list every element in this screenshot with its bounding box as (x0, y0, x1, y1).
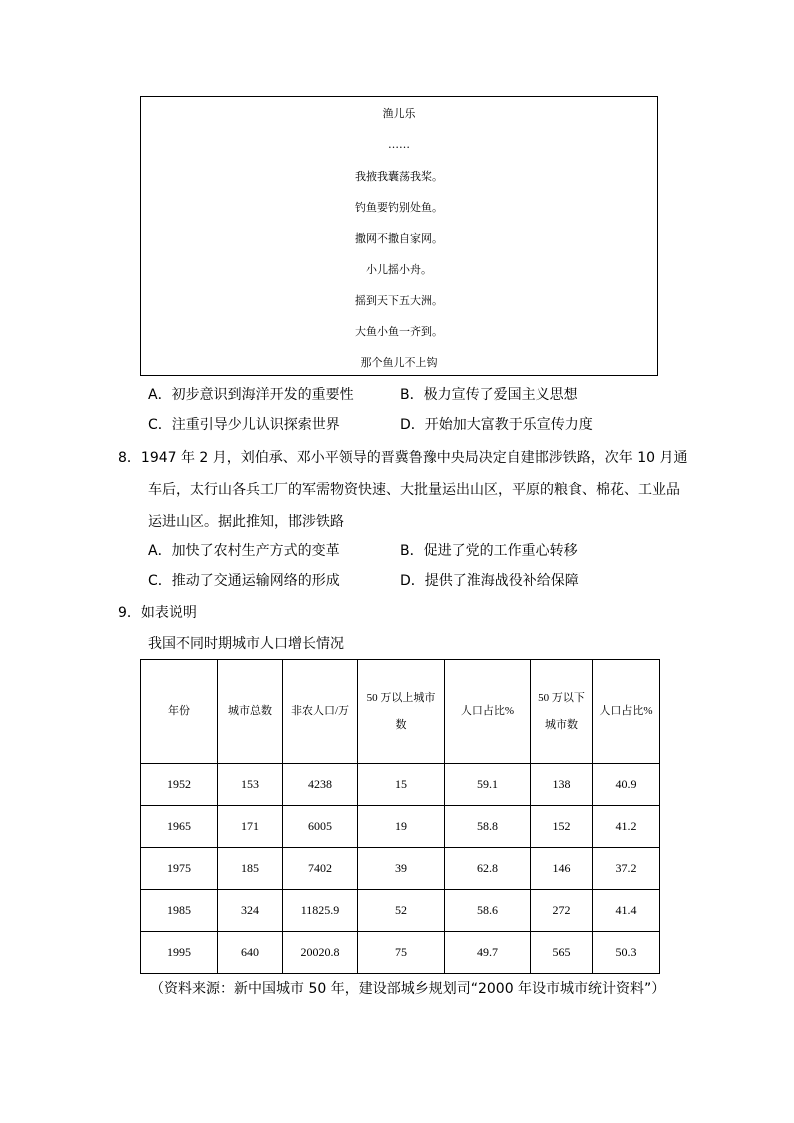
table-cell: 1952 (141, 764, 218, 806)
table-cell: 1985 (141, 890, 218, 932)
table-cell: 75 (358, 932, 445, 974)
poem-line: 小儿摇小舟。 (366, 263, 432, 276)
poem-line: 撒网不撒自家网。 (355, 232, 443, 245)
poem-title: 渔儿乐 (382, 107, 416, 120)
table-cell: 50.3 (593, 932, 660, 974)
table-cell: 7402 (283, 848, 358, 890)
data-source-note: （资料来源：新中国城市 50 年，建设部城乡规划司“2000 年设市城市统计资料”） (150, 981, 666, 997)
table-cell: 1975 (141, 848, 218, 890)
table-cell: 153 (218, 764, 283, 806)
header-cell: 人口占比% (593, 660, 660, 764)
table-cell: 59.1 (445, 764, 531, 806)
table-row (141, 932, 660, 974)
q7-option-a: A．初步意识到海洋开发的重要性 (148, 387, 354, 403)
table-header-row (141, 660, 660, 764)
q7-option-b: B．极力宣传了爱国主义思想 (400, 387, 578, 403)
table-cell: 49.7 (445, 932, 531, 974)
table-cell: 152 (531, 806, 593, 848)
table-cell: 41.4 (593, 890, 660, 932)
q8-option-c: C．推动了交通运输网络的形成 (148, 573, 340, 589)
table-row (141, 764, 660, 806)
table-cell: 324 (218, 890, 283, 932)
table-cell: 6005 (283, 806, 358, 848)
table-cell: 640 (218, 932, 283, 974)
table-cell: 39 (358, 848, 445, 890)
header-cell: 非农人口/万 (283, 660, 358, 764)
poem-line: 那个鱼儿不上钩 (360, 356, 438, 369)
table-row (141, 890, 660, 932)
poem-box (140, 96, 658, 376)
table-cell: 272 (531, 890, 593, 932)
poem-line: 大鱼小鱼一齐到。 (355, 325, 443, 338)
table-row (141, 806, 660, 848)
header-cell: 50 万以下城市数 (531, 660, 593, 764)
table-cell: 565 (531, 932, 593, 974)
q8-option-b: B．促进了党的工作重心转移 (400, 543, 578, 559)
table-row (141, 848, 660, 890)
q8-stem-line-2: 车后，太行山各兵工厂的军需物资快速、大批量运出山区，平原的粮食、棉花、工业品 (148, 482, 680, 498)
table-cell: 52 (358, 890, 445, 932)
table-cell: 37.2 (593, 848, 660, 890)
q8-stem-line-1: 8．1947 年 2 月，刘伯承、邓小平领导的晋冀鲁豫中央局决定自建邯涉铁路，次年 10 月通 (118, 450, 688, 466)
table-cell: 20020.8 (283, 932, 358, 974)
table-title: 我国不同时期城市人口增长情况 (148, 636, 344, 652)
q8-stem-line-3: 运进山区。据此推知，邯涉铁路 (148, 514, 344, 530)
q8-option-d: D．提供了淮海战役补给保障 (400, 573, 579, 589)
table-cell: 1965 (141, 806, 218, 848)
table-cell: 41.2 (593, 806, 660, 848)
q8-option-a: A．加快了农村生产方式的变革 (148, 543, 340, 559)
poem-line: 摇到天下五大洲。 (355, 294, 443, 307)
table-cell: 62.8 (445, 848, 531, 890)
q9-stem: 9．如表说明 (118, 605, 197, 621)
table-cell: 40.9 (593, 764, 660, 806)
table-cell: 171 (218, 806, 283, 848)
table-cell: 58.6 (445, 890, 531, 932)
header-cell: 50 万以上城市数 (358, 660, 445, 764)
q7-option-d: D．开始加大富教于乐宣传力度 (400, 417, 593, 433)
table-cell: 15 (358, 764, 445, 806)
population-table (140, 659, 660, 974)
table-cell: 146 (531, 848, 593, 890)
poem-line: 钓鱼要钓别处鱼。 (355, 201, 443, 214)
table-cell: 19 (358, 806, 445, 848)
table-cell: 1995 (141, 932, 218, 974)
header-cell: 人口占比% (445, 660, 531, 764)
table-cell: 138 (531, 764, 593, 806)
header-cell: 年份 (141, 660, 218, 764)
table-cell: 58.8 (445, 806, 531, 848)
poem-line: 我掖我囊荡我桨。 (355, 170, 443, 183)
table-cell: 11825.9 (283, 890, 358, 932)
table-cell: 185 (218, 848, 283, 890)
q7-option-c: C．注重引导少儿认识探索世界 (148, 417, 340, 433)
table-cell: 4238 (283, 764, 358, 806)
poem-ellipsis: …… (388, 138, 410, 151)
header-cell: 城市总数 (218, 660, 283, 764)
